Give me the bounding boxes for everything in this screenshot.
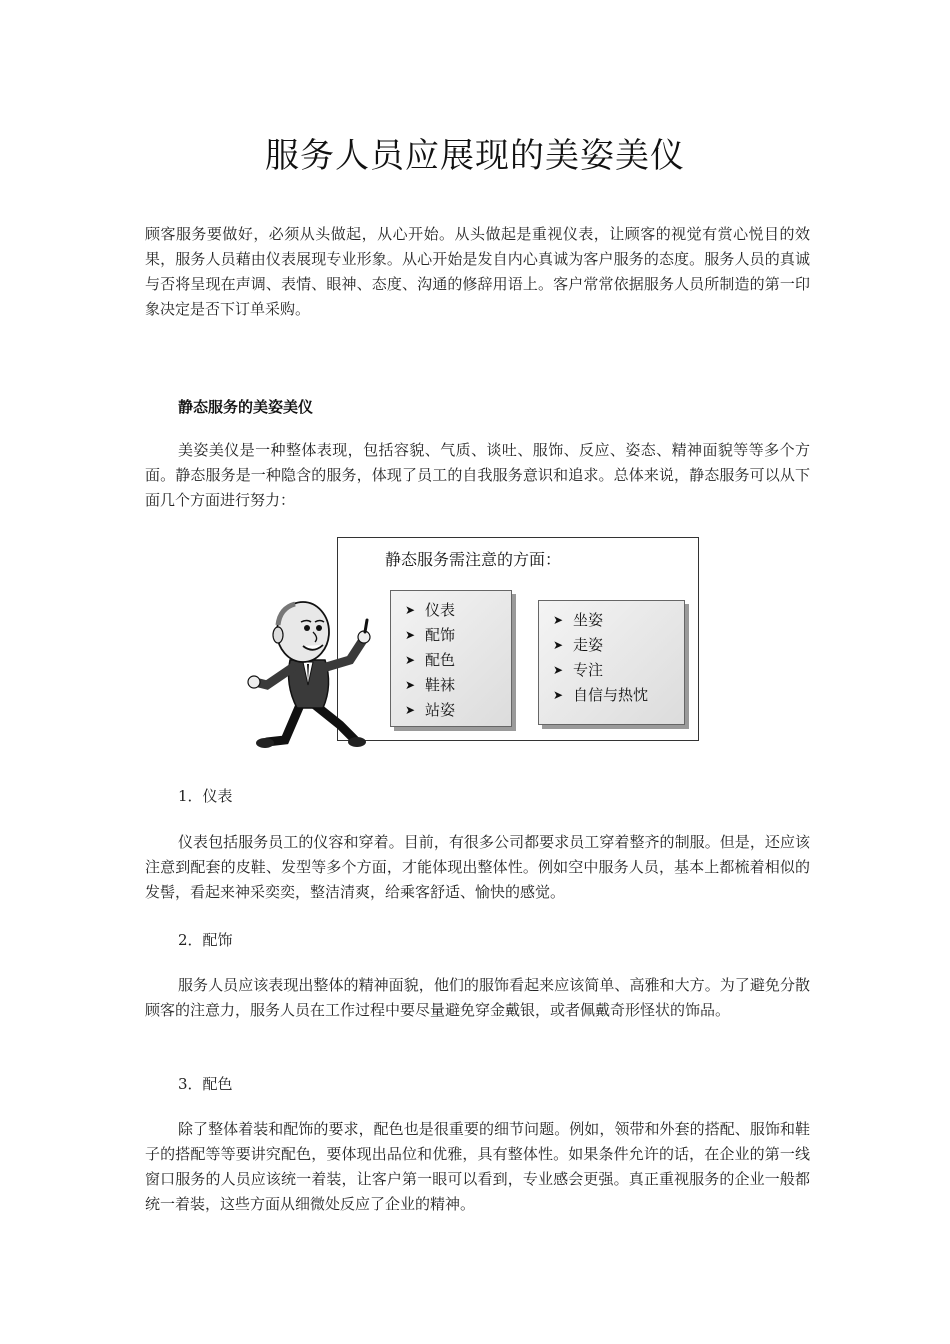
- document-title: 服务人员应展现的美姿美仪: [265, 136, 685, 176]
- figure-static-service: [245, 535, 705, 750]
- figure-title: 静态服务需注意的方面：: [385, 550, 562, 569]
- section-intro-paragraph: 美姿美仪是一种整体表现，包括容貌、气质、谈吐、服饰、反应、姿态、精神面貌等等多个方面。静态服务是一种隐含的服务，体现了员工的自我服务意识和追求。总体来说，静态服务可以从下面几个方面进行努力：: [145, 441, 810, 509]
- subsection-heading-color: 3．配色: [178, 1075, 233, 1093]
- paragraph-appearance: 仪表包括服务员工的仪容和穿着。目前，有很多公司都要求员工穿着整齐的制服。但是，还应该注意到配套的皮鞋、发型等多个方面，才能体现出整体性。例如空中服务人员，基本上都梳着相似的发髻，看起来神采奕奕，整洁清爽，给乘客舒适、愉快的感觉。: [145, 833, 810, 901]
- arrow-bullet-icon: ➤: [553, 662, 564, 677]
- list-item: ➤ 坐姿: [553, 611, 604, 629]
- list-item: ➤ 配饰: [405, 626, 456, 644]
- list-item: ➤ 自信与热忱: [553, 686, 649, 704]
- arrow-bullet-icon: ➤: [405, 702, 416, 717]
- paragraph-color: 除了整体着装和配饰的要求，配色也是很重要的细节问题。例如，领带和外套的搭配、服饰和鞋子的搭配等等要讲究配色，要体现出品位和优雅，具有整体性。如果条件允许的话，在企业的第一线窗口服务的人员应该统一着装，让客户第一眼可以看到，专业感会更强。真正重视服务的企业一般都统一着装，这些方面从细微处反应了企业的精神。: [145, 1120, 810, 1213]
- arrow-bullet-icon: ➤: [405, 627, 416, 642]
- list-item: ➤ 仪表: [405, 601, 456, 619]
- subsection-heading-accessories: 2．配饰: [178, 931, 233, 949]
- subsection-heading-appearance: 1．仪表: [178, 787, 233, 805]
- list-item: ➤ 专注: [553, 661, 604, 679]
- arrow-bullet-icon: ➤: [405, 602, 416, 617]
- list-item: ➤ 配色: [405, 651, 456, 669]
- arrow-bullet-icon: ➤: [553, 637, 564, 652]
- arrow-bullet-icon: ➤: [405, 677, 416, 692]
- list-item: ➤ 站姿: [405, 701, 456, 719]
- list-item: ➤ 走姿: [553, 636, 604, 654]
- cartoon-businessman-illustration: [245, 590, 385, 750]
- aspects-list-left: [390, 590, 512, 727]
- paragraph-accessories: 服务人员应该表现出整体的精神面貌，他们的服饰看起来应该简单、高雅和大方。为了避免分散顾客的注意力，服务人员在工作过程中要尽量避免穿金戴银，或者佩戴奇形怪状的饰品。: [145, 976, 810, 1019]
- arrow-bullet-icon: ➤: [405, 652, 416, 667]
- list-item: ➤ 鞋袜: [405, 676, 456, 694]
- section-heading: 静态服务的美姿美仪: [178, 398, 314, 416]
- aspects-list-right: [538, 600, 685, 725]
- arrow-bullet-icon: ➤: [553, 687, 564, 702]
- intro-paragraph: 顾客服务要做好，必须从头做起，从心开始。从头做起是重视仪表，让顾客的视觉有赏心悦目的效果，服务人员藉由仪表展现专业形象。从心开始是发自内心真诚为客户服务的态度。服务人员的真诚与否将呈现在声调、表情、眼神、态度、沟通的修辞用语上。客户常常依据服务人员所制造的第一印象决定是否下订单采购。: [145, 225, 810, 318]
- arrow-bullet-icon: ➤: [553, 612, 564, 627]
